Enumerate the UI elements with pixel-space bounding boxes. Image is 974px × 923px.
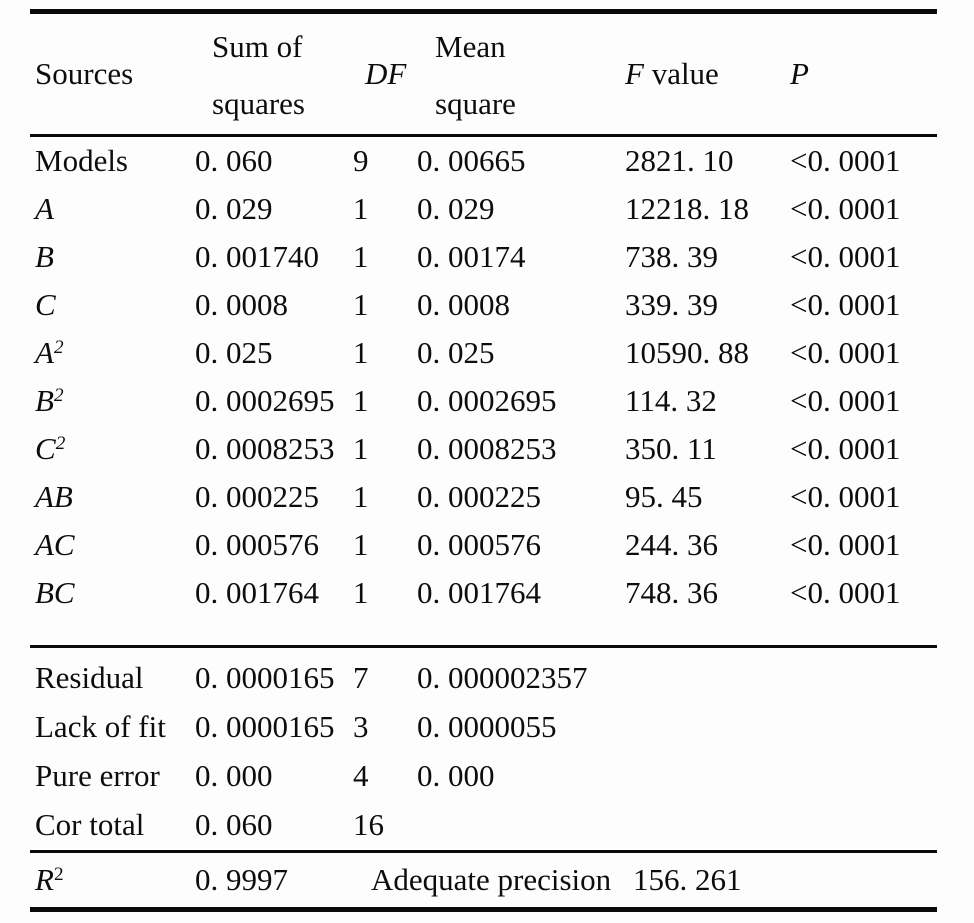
sum-of-squares-cell: 0. 000576 xyxy=(195,526,319,562)
anova-row xyxy=(30,377,937,425)
mean-square-cell: 0. 029 xyxy=(417,190,495,226)
df-cell: 1 xyxy=(353,382,369,418)
residual-row xyxy=(30,654,937,703)
header-f-value: F value xyxy=(625,55,719,91)
f-value-cell: 95. 45 xyxy=(625,478,703,514)
p-value-cell: <0. 0001 xyxy=(790,430,901,466)
p-value-cell: <0. 0001 xyxy=(790,478,901,514)
source-cell: $A^2$ xyxy=(35,334,64,370)
df-cell: 9 xyxy=(353,142,369,178)
sum-of-squares-cell: 0. 001740 xyxy=(195,238,319,274)
df-cell: 1 xyxy=(353,190,369,226)
source-cell: Models xyxy=(35,142,128,178)
source-cell: $B^2$ xyxy=(35,382,64,418)
df-cell: 1 xyxy=(353,478,369,514)
source-cell: AB xyxy=(35,478,73,514)
sum-of-squares-cell: 0. 025 xyxy=(195,334,273,370)
footer-row xyxy=(30,853,937,907)
source-cell: Lack of fit xyxy=(35,709,166,745)
mean-square-cell: 0. 000225 xyxy=(417,478,541,514)
mean-square-cell: 0. 001764 xyxy=(417,574,541,610)
df-cell: 1 xyxy=(353,574,369,610)
sum-of-squares-cell: 0. 029 xyxy=(195,190,273,226)
table-header xyxy=(30,14,937,134)
source-cell: BC xyxy=(35,574,75,610)
sum-of-squares-cell: 0. 060 xyxy=(195,142,273,178)
anova-row xyxy=(30,329,937,377)
df-cell: 1 xyxy=(353,286,369,322)
sum-of-squares-cell: 0. 0008 xyxy=(195,286,288,322)
p-value-cell: <0. 0001 xyxy=(790,190,901,226)
header-df: DF xyxy=(365,55,407,91)
p-value-cell: <0. 0001 xyxy=(790,334,901,370)
mean-square-cell: 0. 000576 xyxy=(417,526,541,562)
p-value-cell: <0. 0001 xyxy=(790,238,901,274)
mean-square-cell: 0. 00665 xyxy=(417,142,526,178)
df-cell: 1 xyxy=(353,526,369,562)
f-value-cell: 339. 39 xyxy=(625,286,718,322)
sum-of-squares-cell: 0. 0008253 xyxy=(195,430,335,466)
anova-row xyxy=(30,473,937,521)
source-cell: $C^2$ xyxy=(35,430,66,466)
r-squared-value: 0. 9997 xyxy=(195,861,288,897)
anova-row xyxy=(30,185,937,233)
bottom-rule xyxy=(30,907,937,912)
header-sum-of-squares: Sum of squares xyxy=(212,29,305,121)
p-value-cell: <0. 0001 xyxy=(790,286,901,322)
source-cell: Cor total xyxy=(35,807,145,843)
f-value-cell: 114. 32 xyxy=(625,382,717,418)
mean-square-cell: 0. 000002357 xyxy=(417,660,588,696)
header-mean-square: Mean square xyxy=(435,29,516,121)
residual-rows-section xyxy=(30,648,937,850)
r-squared-label: $R^2$ xyxy=(35,861,64,897)
mean-square-cell: 0. 0008253 xyxy=(417,430,557,466)
p-value-cell: <0. 0001 xyxy=(790,526,901,562)
f-value-cell: 738. 39 xyxy=(625,238,718,274)
residual-row xyxy=(30,703,937,752)
p-value-cell: <0. 0001 xyxy=(790,142,901,178)
sum-of-squares-cell: 0. 0000165 xyxy=(195,660,335,696)
header-row xyxy=(30,14,937,134)
mean-square-cell: 0. 025 xyxy=(417,334,495,370)
anova-row xyxy=(30,281,937,329)
mean-square-cell: 0. 0002695 xyxy=(417,382,557,418)
sum-of-squares-cell: 0. 001764 xyxy=(195,574,319,610)
anova-row xyxy=(30,233,937,281)
mean-square-cell: 0. 00174 xyxy=(417,238,526,274)
adequate-precision-value: 156. 261 xyxy=(633,861,742,897)
f-value-cell: 244. 36 xyxy=(625,526,718,562)
header-p: P xyxy=(790,55,809,91)
mean-square-cell: 0. 000 xyxy=(417,758,495,794)
anova-rows-section xyxy=(30,137,937,645)
df-cell: 4 xyxy=(353,758,369,794)
mean-square-cell: 0. 0008 xyxy=(417,286,510,322)
p-value-cell: <0. 0001 xyxy=(790,382,901,418)
p-value-cell: <0. 0001 xyxy=(790,574,901,610)
f-value-cell: 350. 11 xyxy=(625,430,717,466)
residual-row xyxy=(30,752,937,801)
anova-row xyxy=(30,425,937,473)
df-cell: 1 xyxy=(353,334,369,370)
header-sources: Sources xyxy=(35,55,134,91)
residual-row xyxy=(30,801,937,850)
mean-square-cell: 0. 0000055 xyxy=(417,709,557,745)
anova-table xyxy=(30,9,937,912)
source-cell: A xyxy=(35,190,54,226)
anova-row xyxy=(30,521,937,569)
table-footer xyxy=(30,853,937,907)
f-value-cell: 748. 36 xyxy=(625,574,718,610)
df-cell: 16 xyxy=(353,807,384,843)
sum-of-squares-cell: 0. 0000165 xyxy=(195,709,335,745)
f-value-cell: 2821. 10 xyxy=(625,142,734,178)
sum-of-squares-cell: 0. 000 xyxy=(195,758,273,794)
df-cell: 1 xyxy=(353,238,369,274)
source-cell: Residual xyxy=(35,660,144,696)
df-cell: 7 xyxy=(353,660,369,696)
anova-row xyxy=(30,137,937,185)
f-value-cell: 12218. 18 xyxy=(625,190,749,226)
adequate-precision-label: Adequate precision xyxy=(371,861,612,897)
sum-of-squares-cell: 0. 060 xyxy=(195,807,273,843)
source-cell: AC xyxy=(35,526,75,562)
source-cell: C xyxy=(35,286,56,322)
df-cell: 1 xyxy=(353,430,369,466)
anova-row xyxy=(30,569,937,617)
df-cell: 3 xyxy=(353,709,369,745)
f-value-cell: 10590. 88 xyxy=(625,334,749,370)
sum-of-squares-cell: 0. 000225 xyxy=(195,478,319,514)
source-cell: B xyxy=(35,238,54,274)
source-cell: Pure error xyxy=(35,758,160,794)
sum-of-squares-cell: 0. 0002695 xyxy=(195,382,335,418)
